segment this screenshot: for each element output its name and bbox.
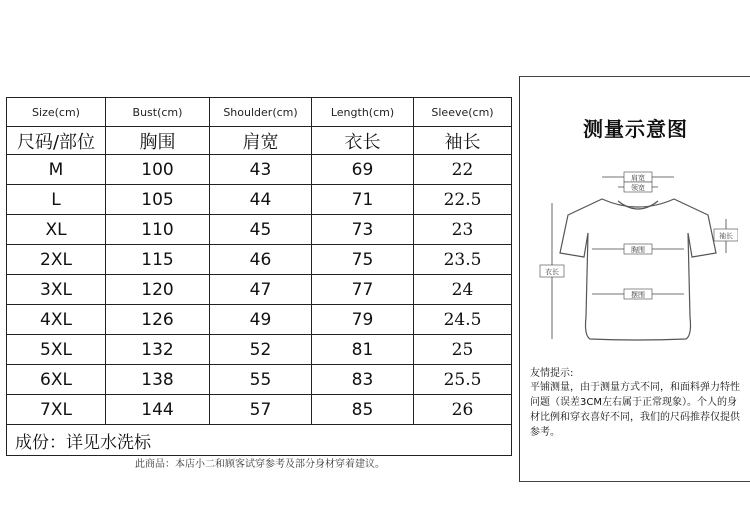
footnote: 此商品：本店小二和顾客试穿参考及部分身材穿着建议。 xyxy=(135,459,385,470)
collar-label: 领宽 xyxy=(631,184,645,192)
measurement-cell: 83 xyxy=(312,365,414,395)
measurement-cell: 69 xyxy=(312,155,414,185)
measurement-cell: 26 xyxy=(414,395,512,425)
measurement-cell: 55 xyxy=(210,365,312,395)
measurement-cell: 25.5 xyxy=(414,365,512,395)
size-cell: 4XL xyxy=(7,305,106,335)
table-row xyxy=(7,185,512,215)
size-cell: 2XL xyxy=(7,245,106,275)
bust-label: 胸围 xyxy=(631,246,645,254)
measurement-cell: 24.5 xyxy=(414,305,512,335)
guide-title: 测量示意图 xyxy=(583,117,688,141)
length-label: 衣长 xyxy=(545,268,559,276)
measurement-cell: 138 xyxy=(106,365,210,395)
table-row xyxy=(7,275,512,305)
measurement-cell: 46 xyxy=(210,245,312,275)
collar-line xyxy=(618,201,658,209)
size-cell: 5XL xyxy=(7,335,106,365)
measurement-cell: 52 xyxy=(210,335,312,365)
tips-text: 平铺测量，由于测量方式不同，和面料弹力特性问题（误差3CM左右属于正常现象）。个人的身材比例和穿衣喜好不同，我们的尺码推荐仅提供参考。 xyxy=(530,382,740,438)
measurement-cell: 100 xyxy=(106,155,210,185)
measurement-cell: 25 xyxy=(414,335,512,365)
column-header-zh: 衣长 xyxy=(312,127,414,155)
column-header-en: Length(cm) xyxy=(312,98,414,127)
measurement-cell: 105 xyxy=(106,185,210,215)
column-header-zh: 肩宽 xyxy=(210,127,312,155)
size-cell: 3XL xyxy=(7,275,106,305)
size-cell: 7XL xyxy=(7,395,106,425)
table-row xyxy=(7,335,512,365)
measurement-cell: 81 xyxy=(312,335,414,365)
table-row xyxy=(7,305,512,335)
hem-label: 摆围 xyxy=(631,291,645,299)
measurement-cell: 22.5 xyxy=(414,185,512,215)
measurement-cell: 126 xyxy=(106,305,210,335)
size-chart-table xyxy=(6,97,512,456)
tshirt-outline xyxy=(560,199,716,340)
table-row xyxy=(7,365,512,395)
measurement-cell: 49 xyxy=(210,305,312,335)
table-row xyxy=(7,215,512,245)
measurement-cell: 71 xyxy=(312,185,414,215)
size-cell: L xyxy=(7,185,106,215)
measurement-cell: 77 xyxy=(312,275,414,305)
measurement-cell: 115 xyxy=(106,245,210,275)
shoulder-label: 肩宽 xyxy=(631,174,645,182)
measurement-cell: 45 xyxy=(210,215,312,245)
size-cell: XL xyxy=(7,215,106,245)
fabric-row xyxy=(7,425,512,456)
measurement-cell: 144 xyxy=(106,395,210,425)
measurement-cell: 85 xyxy=(312,395,414,425)
column-header-en: Shoulder(cm) xyxy=(210,98,312,127)
measurement-cell: 24 xyxy=(414,275,512,305)
tshirt-diagram xyxy=(538,157,738,357)
fabric-info: 成份：详见水洗标 xyxy=(7,425,512,456)
table-row xyxy=(7,395,512,425)
measurement-cell: 57 xyxy=(210,395,312,425)
measurement-guide-panel xyxy=(519,76,750,482)
measurement-cell: 79 xyxy=(312,305,414,335)
column-header-en: Bust(cm) xyxy=(106,98,210,127)
sleeve-label: 袖长 xyxy=(719,232,733,240)
column-header-zh: 尺码/部位 xyxy=(7,127,106,155)
header-row-zh xyxy=(7,127,512,155)
tips-heading: 友情提示: xyxy=(530,368,574,379)
measurement-cell: 120 xyxy=(106,275,210,305)
measurement-cell: 22 xyxy=(414,155,512,185)
size-cell: M xyxy=(7,155,106,185)
measurement-cell: 44 xyxy=(210,185,312,215)
table-row xyxy=(7,245,512,275)
column-header-en: Size(cm) xyxy=(7,98,106,127)
measurement-cell: 23 xyxy=(414,215,512,245)
column-header-en: Sleeve(cm) xyxy=(414,98,512,127)
column-header-zh: 袖长 xyxy=(414,127,512,155)
measurement-cell: 132 xyxy=(106,335,210,365)
column-header-zh: 胸围 xyxy=(106,127,210,155)
measurement-cell: 73 xyxy=(312,215,414,245)
measurement-cell: 43 xyxy=(210,155,312,185)
measurement-cell: 110 xyxy=(106,215,210,245)
measurement-cell: 23.5 xyxy=(414,245,512,275)
size-cell: 6XL xyxy=(7,365,106,395)
measurement-cell: 75 xyxy=(312,245,414,275)
header-row-en xyxy=(7,98,512,127)
measurement-cell: 47 xyxy=(210,275,312,305)
table-row xyxy=(7,155,512,185)
